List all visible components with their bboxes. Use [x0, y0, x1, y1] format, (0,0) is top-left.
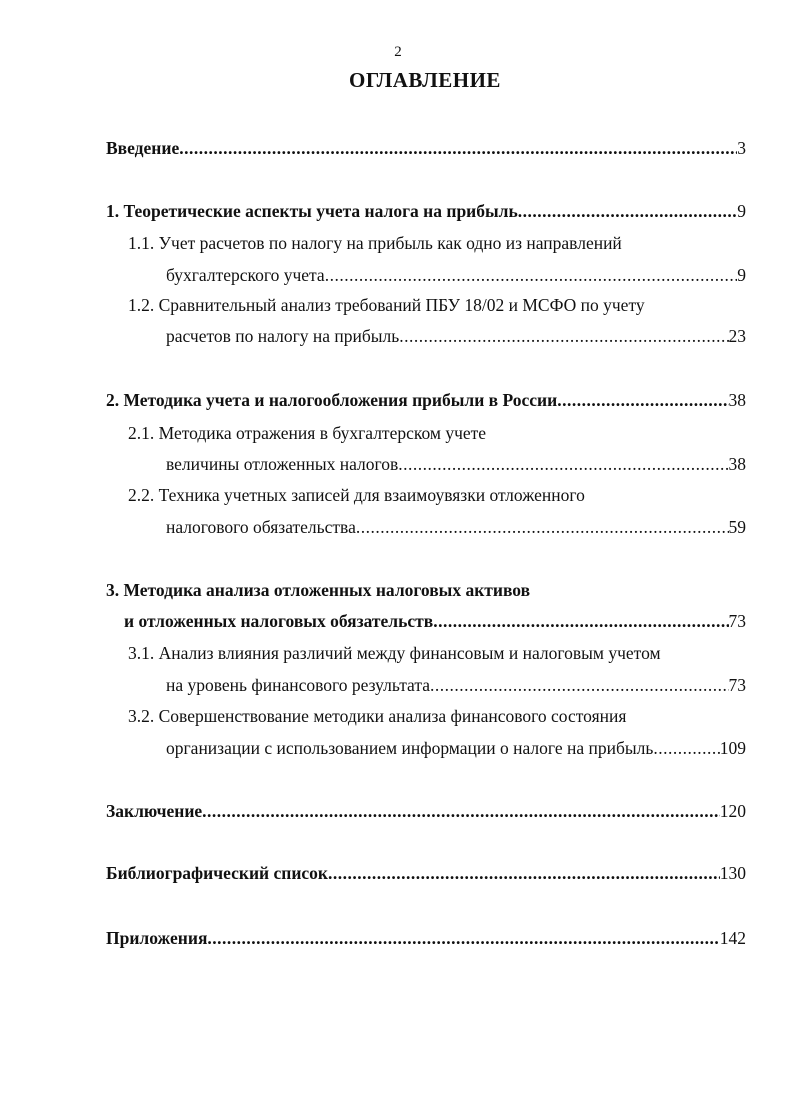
toc-entry-2-2-line1[interactable]: [128, 485, 585, 506]
toc-entry-label: организации с использованием информации о налоге на прибыль: [166, 738, 654, 758]
toc-page-number: 120: [719, 801, 746, 821]
dot-leader: [398, 454, 728, 475]
toc-entry-chapter-1[interactable]: [106, 201, 746, 222]
dot-leader: [325, 265, 738, 286]
toc-entry-label: Заключение: [106, 801, 203, 821]
toc-page-number: 130: [719, 863, 746, 883]
toc-entry-label: 1. Теоретические аспекты учета налога на прибыль: [106, 201, 518, 221]
toc-page-number: 109: [719, 738, 746, 758]
toc-page-number: 142: [719, 928, 746, 948]
dot-leader: [430, 675, 729, 696]
toc-entry-bibliography[interactable]: [106, 863, 746, 884]
toc-page-number: 9: [737, 201, 746, 221]
toc-entry-label: бухгалтерского учета: [166, 265, 325, 285]
toc-entry-1-2-line1[interactable]: [128, 295, 645, 316]
dot-leader: [179, 138, 737, 159]
toc-entry-chapter-2[interactable]: [106, 390, 746, 411]
toc-entry-appendix[interactable]: [106, 928, 746, 949]
toc-entry-3-2-line2[interactable]: [166, 738, 746, 759]
dot-leader: [207, 928, 719, 949]
toc-entry-label: Приложения: [106, 928, 208, 948]
page-title: ОГЛАВЛЕНИЕ: [349, 68, 501, 92]
toc-entry-label: 1.1. Учет расчетов по налогу на прибыль как одно из направлений: [128, 233, 622, 253]
toc-page-number: 73: [728, 611, 746, 631]
dot-leader: [399, 326, 728, 347]
toc-entry-2-2-line2[interactable]: [166, 517, 746, 538]
toc-page-number: 38: [728, 454, 746, 474]
toc-entry-conclusion[interactable]: [106, 801, 746, 822]
toc-entry-label: 1.2. Сравнительный анализ требований ПБУ 18/02 и МСФО по учету: [128, 295, 645, 315]
dot-leader: [518, 201, 737, 222]
toc-entry-label: 3.2. Совершенствование методики анализа финансового состояния: [128, 706, 627, 726]
dot-leader: [328, 863, 720, 884]
page-number: 2: [394, 44, 402, 60]
toc-entry-introduction[interactable]: [106, 138, 746, 159]
toc-page-number: 38: [728, 390, 746, 410]
toc-entry-chapter-3-line2[interactable]: [124, 611, 746, 632]
toc-entry-label: величины отложенных налогов: [166, 454, 399, 474]
toc-entry-label: 3. Методика анализа отложенных налоговых активов: [106, 580, 531, 600]
toc-entry-1-2-line2[interactable]: [166, 326, 746, 347]
toc-entry-3-2-line1[interactable]: [128, 706, 626, 727]
toc-entry-chapter-3-line1[interactable]: [106, 580, 530, 601]
toc-entry-3-1-line2[interactable]: [166, 675, 746, 696]
toc-entry-2-1-line2[interactable]: [166, 454, 746, 475]
toc-entry-label: 3.1. Анализ влияния различий между финансовым и налоговым учетом: [128, 643, 661, 663]
toc-page-number: 23: [728, 326, 746, 346]
toc-entry-label: и отложенных налоговых обязательств: [124, 611, 434, 631]
toc-page-number: 73: [728, 675, 746, 695]
dot-leader: [202, 801, 720, 822]
toc-entry-label: Библиографический список: [106, 863, 329, 883]
dot-leader: [356, 517, 729, 538]
toc-entry-label: налогового обязательства: [166, 517, 356, 537]
toc-entry-3-1-line1[interactable]: [128, 643, 661, 664]
toc-page-number: 59: [728, 517, 746, 537]
toc-entry-label: на уровень финансового результата: [166, 675, 430, 695]
dot-leader: [653, 738, 719, 759]
toc-entry-label: 2. Методика учета и налогообложения прибыли в России: [106, 390, 558, 410]
toc-entry-1-1-line2[interactable]: [166, 265, 746, 286]
toc-entry-label: 2.2. Техника учетных записей для взаимоувязки отложенного: [128, 485, 585, 505]
toc-entry-1-1-line1[interactable]: [128, 233, 622, 254]
toc-entry-label: Введение: [106, 138, 180, 158]
toc-page-number: 3: [737, 138, 746, 158]
toc-entry-label: 2.1. Методика отражения в бухгалтерском учете: [128, 423, 487, 443]
toc-entry-2-1-line1[interactable]: [128, 423, 486, 444]
toc-entry-label: расчетов по налогу на прибыль: [166, 326, 400, 346]
toc-page-number: 9: [737, 265, 746, 285]
dot-leader: [433, 611, 728, 632]
dot-leader: [557, 390, 728, 411]
